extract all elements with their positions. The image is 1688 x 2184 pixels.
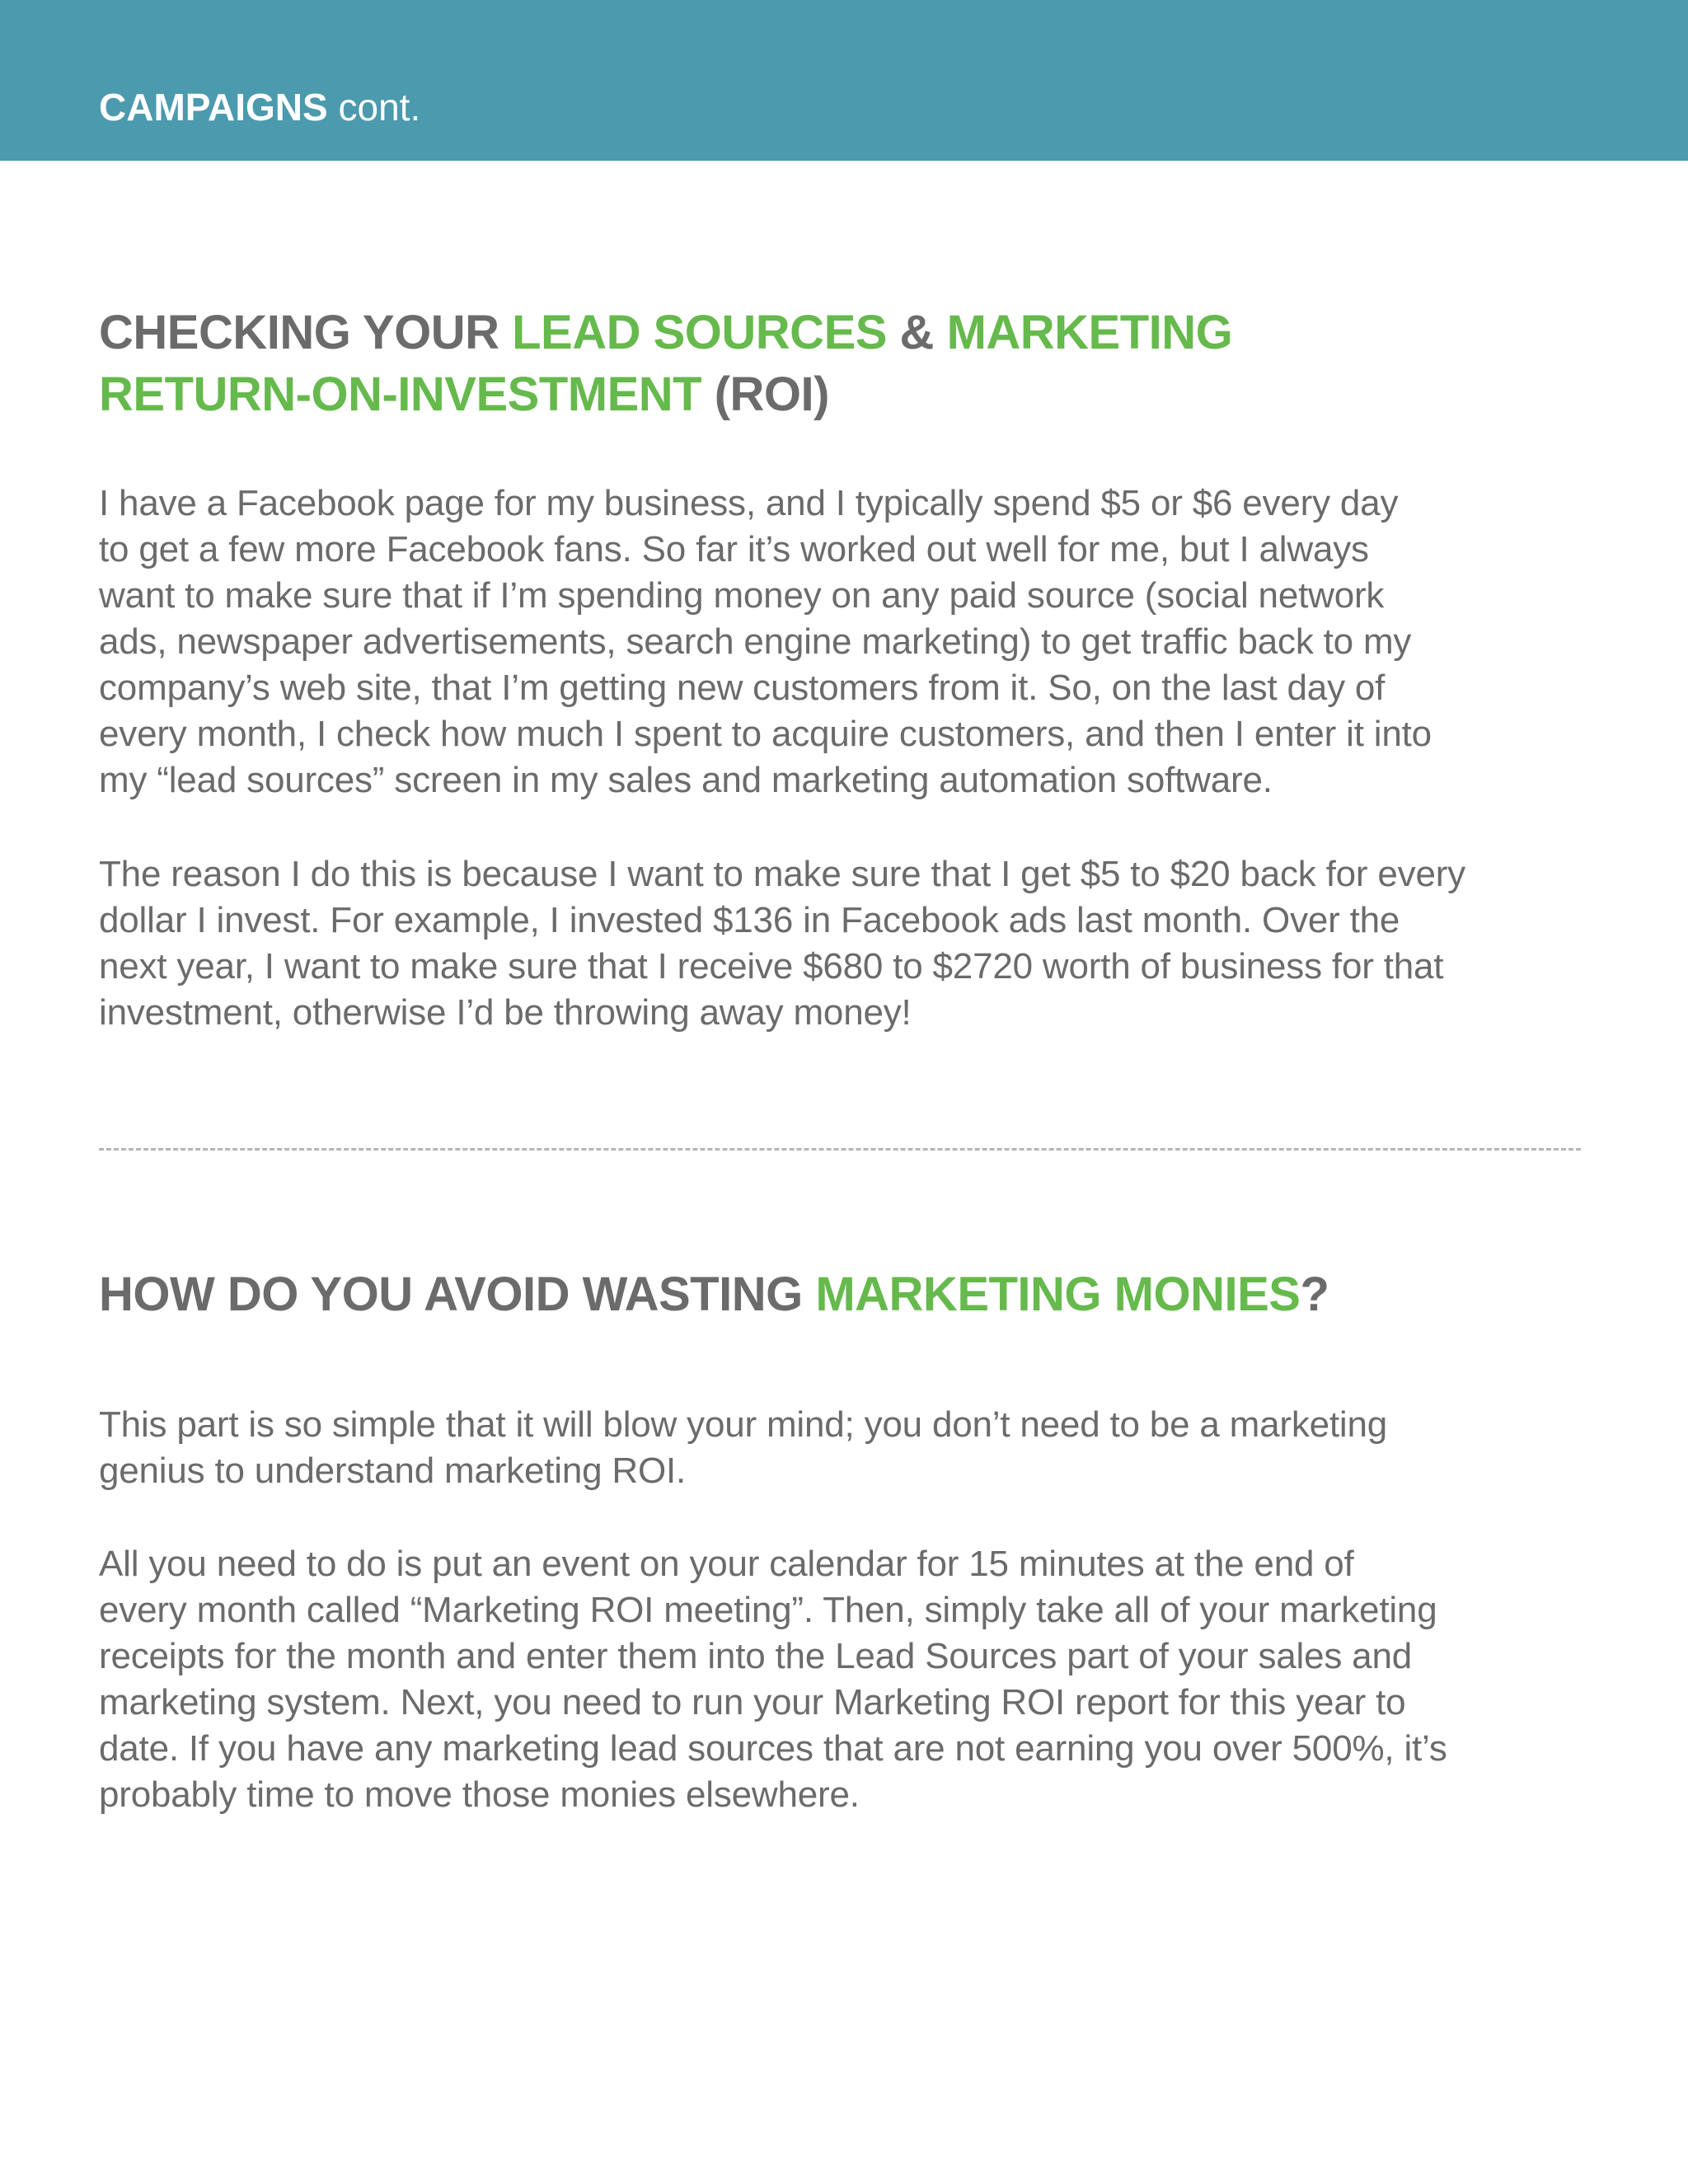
paragraph-line: This part is so simple that it will blow your mind; you don’t need to be a marketing <box>99 1404 1388 1445</box>
heading-accent: MARKETING <box>946 306 1233 359</box>
paragraph-line: to get a few more Facebook fans. So far it’s worked out well for me, but I always <box>99 529 1369 569</box>
paragraph-line: dollar I invest. For example, I invested $136 in Facebook ads last month. Over the <box>99 900 1400 940</box>
header-bar <box>0 0 1688 161</box>
section1-heading <box>99 302 1599 425</box>
section1-paragraph2 <box>99 851 1599 1036</box>
heading-accent: LEAD SOURCES <box>512 306 887 359</box>
heading-accent: MARKETING MONIES <box>815 1268 1301 1321</box>
section2-paragraph2 <box>99 1541 1599 1818</box>
paragraph-line: company’s web site, that I’m getting new customers from it. So, on the last day of <box>99 668 1386 708</box>
section2-heading-line1 <box>99 1263 1599 1325</box>
section2-heading <box>99 1263 1599 1325</box>
section1-heading-line1 <box>99 302 1599 363</box>
heading-text: CHECKING YOUR <box>99 306 513 359</box>
heading-text: HOW DO YOU AVOID WASTING <box>99 1268 816 1321</box>
paragraph-line: I have a Facebook page for my business, and I typically spend $5 or $6 every day <box>99 483 1399 523</box>
paragraph-line: The reason I do this is because I want to make sure that I get $5 to $20 back for every <box>99 854 1465 894</box>
paragraph-line: All you need to do is put an event on your calendar for 15 minutes at the end of <box>99 1544 1354 1584</box>
section2-heading-block <box>99 1263 1599 1325</box>
heading-text: & <box>886 306 947 359</box>
heading-text: (ROI) <box>701 368 829 421</box>
paragraph-line: want to make sure that if I’m spending money on any paid source (social network <box>99 575 1385 616</box>
paragraph-line: genius to understand marketing ROI. <box>99 1451 687 1491</box>
paragraph-line: every month called “Marketing ROI meeting”. Then, simply take all of your marketing <box>99 1590 1437 1630</box>
section1-heading-line2 <box>99 363 1599 425</box>
paragraph-line: every month, I check how much I spent to acquire customers, and then I enter it into <box>99 714 1432 754</box>
paragraph-line: probably time to move those monies elsewhere. <box>99 1774 860 1815</box>
header-title-strong: CAMPAIGNS <box>99 86 328 129</box>
paragraph-line: date. If you have any marketing lead sources that are not earning you over 500%, it’s <box>99 1728 1447 1769</box>
section-divider <box>99 1148 1581 1151</box>
paragraph-line: my “lead sources” screen in my sales and marketing automation software. <box>99 760 1273 800</box>
section1-heading-block <box>99 302 1599 425</box>
page-header-title <box>99 82 420 132</box>
heading-text: ? <box>1300 1268 1329 1321</box>
section2-paragraph1 <box>99 1402 1599 1494</box>
section1-paragraph1 <box>99 480 1599 804</box>
paragraph-line: next year, I want to make sure that I receive $680 to $2720 worth of business for that <box>99 946 1444 987</box>
paragraph-line: receipts for the month and enter them into the Lead Sources part of your sales and <box>99 1636 1412 1676</box>
heading-accent: RETURN-ON-INVESTMENT <box>99 368 702 421</box>
paragraph-line: investment, otherwise I’d be throwing away money! <box>99 992 912 1033</box>
header-title-light: cont. <box>327 86 421 129</box>
paragraph-line: ads, newspaper advertisements, search engine marketing) to get traffic back to my <box>99 621 1412 662</box>
paragraph-line: marketing system. Next, you need to run your Marketing ROI report for this year to <box>99 1682 1406 1722</box>
